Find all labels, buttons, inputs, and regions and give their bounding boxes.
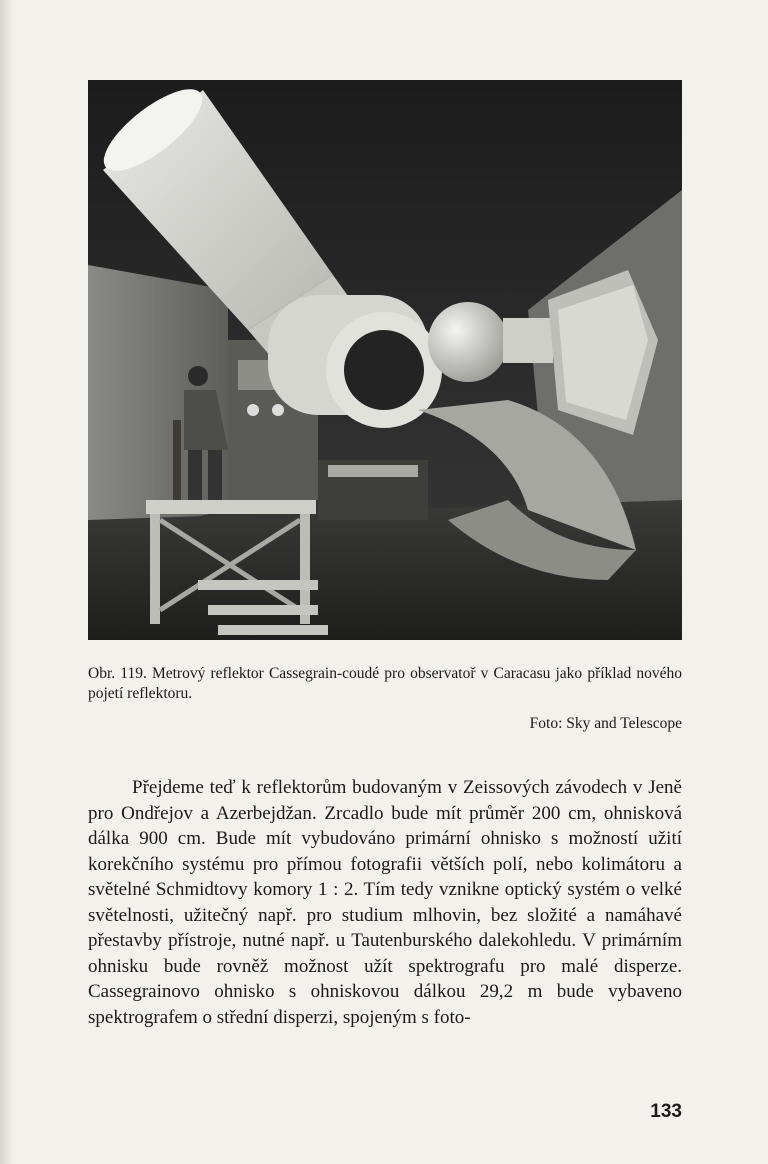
- page-edge-shadow: [0, 0, 14, 1164]
- page-number: 133: [650, 1101, 682, 1122]
- body-paragraph: Přejdeme teď k reflektorům budovaným v Zeissových závodech v Jeně pro Ondřejov a Azerbejdžan. Zrcadlo bude mít průměr 200 cm, ohnisková dálka 900 cm. Bude mít vybudováno primární ohnisko s možností užití korekčního systému pro přímou fotografii větších polí, nebo kolimátoru a světelné Schmidtovy komory 1 : 2. Tím tedy vznikne optický systém o velké světelnosti, užitečný např. pro studium mlhovin, bez složité a namáhavé přestavby přístroje, nutné např. u Tautenburského dalekohledu. V primárním ohnisku bude rovněž možnost užít spektrografu pro malé disperze. Cassegrainovo ohnisko s ohniskovou dálkou 29,2 m bude vybaveno spektrografem o střední disperzi, spojeným s foto-: [88, 777, 682, 1028]
- figure-caption: Obr. 119. Metrový reflektor Cassegrain-coudé pro observatoř v Caracasu jako příklad nového pojetí reflektoru.: [88, 665, 682, 702]
- telescope-photo: [88, 80, 682, 640]
- photo-credit: Foto: Sky and Telescope: [529, 715, 682, 732]
